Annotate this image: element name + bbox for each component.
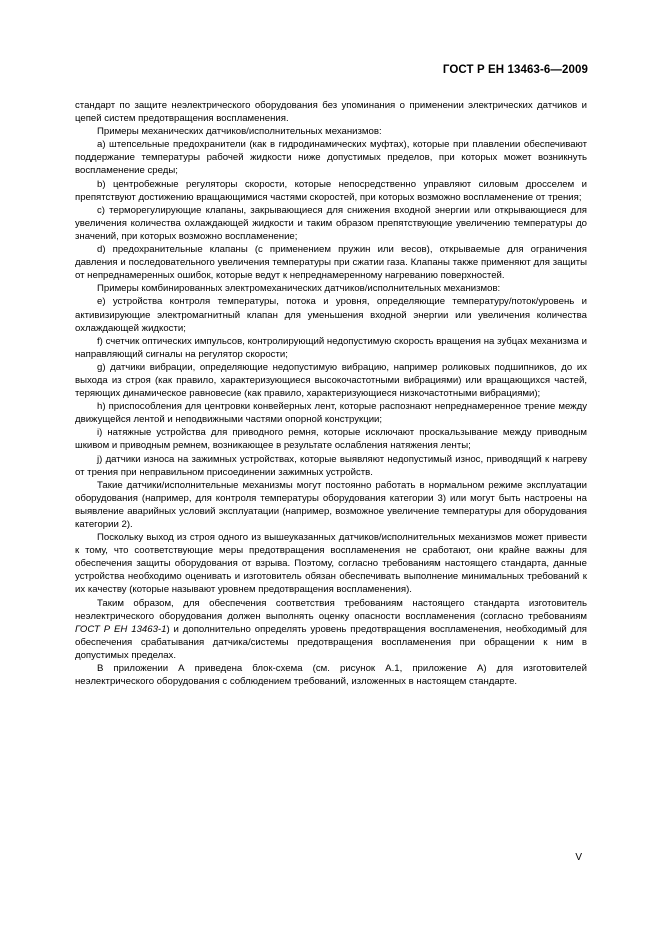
list-item-g: g) датчики вибрации, определяющие недопустимую вибрацию, например роликовых подшипников, до их выхода из строя (как правило, характеризующиеся высокочастотными вибрациями) или вращающихся частей, теряющих динамическое равновесие (как правило, характеризующиеся низкочастотными вибрациями); xyxy=(75,361,587,400)
paragraph-assessment xyxy=(75,597,587,662)
list-item-i: i) натяжные устройства для приводного ремня, которые исключают проскальзывание между приводным шкивом и приводным ремнем, возникающее в результате ослабления натяжения ленты; xyxy=(75,427,587,452)
document-header: ГОСТ Р ЕН 13463-6—2009 xyxy=(442,64,588,76)
paragraph-mechanical-heading: Примеры механических датчиков/исполнительных механизмов: xyxy=(97,126,382,138)
paragraph-annex: В приложении А приведена блок-схема (см. рисунок А.1, приложение А) для изготовителей неэлектрического оборудования с соблюдением требований, изложенных в настоящем стандарте. xyxy=(75,663,587,688)
paragraph-assessment-text-2: ) и дополнительно определять уровень предотвращения воспламенения, необходимый для обеспечения срабатывания датчика/системы предотвращения воспламенения при обращении к ним в допустимых пределах. xyxy=(75,623,587,661)
paragraph-assessment-text-1: Таким образом, для обеспечения соответствия требованиям настоящего стандарта изготовитель неэлектрического оборудования должен выполнять оценку опасности воспламенения (согласно требованиям xyxy=(75,597,587,622)
list-item-a: a) штепсельные предохранители (как в гидродинамических муфтах), которые при плавлении обеспечивают поддержание температуры рабочей жидкости ниже допустимых пределов, при которых может возникнуть воспламенение среды; xyxy=(75,139,587,177)
list-item-b: b) центробежные регуляторы скорости, которые непосредственно управляют силовым дросселем и препятствуют достижению вращающимися частями скоростей, при которых возможно воспламенение от трения; xyxy=(75,178,587,203)
paragraph-electromechanical-heading: Примеры комбинированных электромеханических датчиков/исполнительных механизмов: xyxy=(97,283,501,295)
list-item-d: d) предохранительные клапаны (с применением пружин или весов), открываемые для ограничения давления и последовательного увеличения температуры при сжатии газа. Клапаны также применяют для защиты от непреднамеренных ошибок, которые ведут к непреднамеренному нагреванию поверхностей. xyxy=(75,244,587,282)
list-item-j: j) датчики износа на зажимных устройствах, которые выявляют недопустимый износ, приводящий к нагреву от трения при неправильном присоединении зажимных устройств. xyxy=(75,453,587,478)
document-body xyxy=(75,99,587,688)
list-item-f: f) счетчик оптических импульсов, контролирующий недопустимую скорость вращения на зубцах механизма и направляющий сигналы на регулятор скорости; xyxy=(75,335,587,360)
standard-reference: ГОСТ Р ЕН 13463-1 xyxy=(75,623,167,635)
paragraph-intro: стандарт по защите неэлектрического оборудования без упоминания о применении электрических датчиков и цепей систем предотвращения воспламенения. xyxy=(75,100,587,125)
list-item-h: h) приспособления для центровки конвейерных лент, которые распознают непреднамеренное трение между движущейся лентой и неподвижными частями опорной конструкции; xyxy=(75,401,587,426)
list-item-e: e) устройства контроля температуры, потока и уровня, определяющие температуру/поток/уровень и активизирующие электромагнитный клапан для уменьшения входной энергии или увеличения количества охлаждающей жидкости; xyxy=(75,296,587,334)
paragraph-failure: Поскольку выход из строя одного из вышеуказанных датчиков/исполнительных механизмов может привести к тому, что соответствующие меры предотвращения воспламенения не сработают, они крайне важны для обеспечения защиты оборудования от взрыва. Поэтому, согласно требованиям настоящего стандарта, данные устройства необходимо оценивать и изготовитель обязан обеспечивать выполнение минимальных требований к их качеству (которые называют уровнем предотвращения воспламенения). xyxy=(75,532,587,596)
paragraph-operation: Такие датчики/исполнительные механизмы могут постоянно работать в нормальном режиме эксплуатации оборудования (например, для контроля температуры оборудования категории 3) или могут быть настроены на выявление аварийных условий эксплуатации (например, возможное увеличение температуры для оборудования категории 2). xyxy=(75,479,587,530)
page-number: V xyxy=(575,852,582,863)
list-item-c: c) терморегулирующие клапаны, закрывающиеся для снижения входной энергии или открывающиеся для увеличения количества охлаждающей жидкости и таким образом препятствующие увеличению температуры до значений, при которых возможно воспламенение; xyxy=(75,204,587,242)
